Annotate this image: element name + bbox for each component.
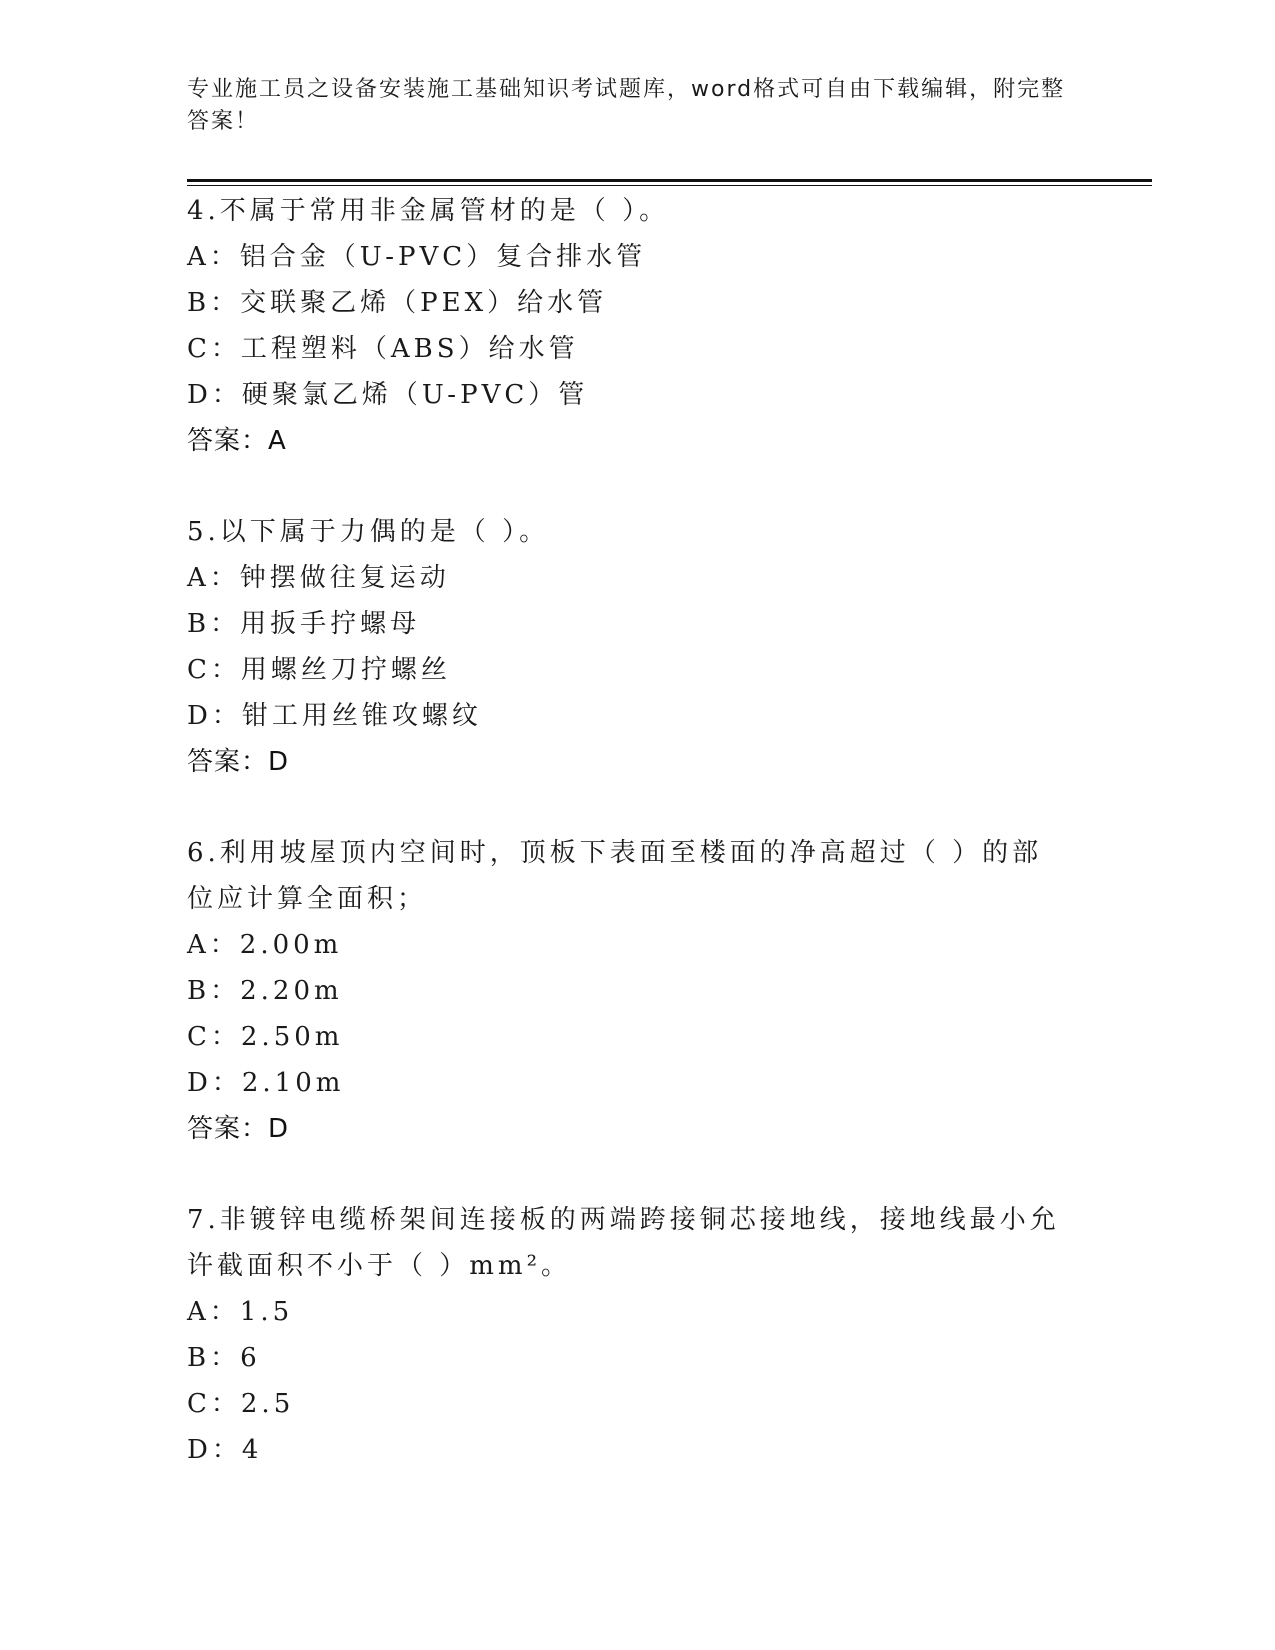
- option-b: B：交联聚乙烯（PEX）给水管: [187, 288, 608, 318]
- option-d: D：硬聚氯乙烯（U-PVC）管: [187, 380, 589, 410]
- header-divider-thin: [187, 185, 1152, 186]
- option-a: A：铝合金（U-PVC）复合排水管: [187, 242, 647, 272]
- header-divider-thick: [187, 179, 1152, 182]
- question-6: [187, 830, 1087, 1152]
- question-stem: 6.利用坡屋顶内空间时，顶板下表面至楼面的净高超过（ ）的部位应计算全面积；: [187, 838, 1043, 914]
- option-a: A：钟摆做往复运动: [187, 563, 450, 593]
- option-b: B：6: [187, 1343, 261, 1373]
- option-c: C：2.50m: [187, 1022, 344, 1052]
- option-d: D：4: [187, 1435, 263, 1465]
- option-d: D：钳工用丝锥攻螺纹: [187, 701, 482, 731]
- answer-line: 答案：A: [187, 426, 287, 456]
- question-stem: 5.以下属于力偶的是（ ）。: [187, 517, 550, 547]
- question-7: [187, 1197, 1087, 1473]
- question-5: [187, 509, 1087, 785]
- document-header: 专业施工员之设备安装施工基础知识考试题库，word格式可自由下载编辑，附完整答案！: [187, 77, 1066, 134]
- answer-line: 答案：D: [187, 747, 290, 777]
- option-c: C：工程塑料（ABS）给水管: [187, 334, 579, 364]
- option-a: A：2.00m: [187, 930, 343, 960]
- answer-line: 答案：D: [187, 1114, 290, 1144]
- question-4: [187, 188, 1087, 464]
- question-stem: 4.不属于常用非金属管材的是（ ）。: [187, 196, 670, 226]
- question-stem: 7.非镀锌电缆桥架间连接板的两端跨接铜芯接地线，接地线最小允许截面积不小于（ ）mm²。: [187, 1205, 1060, 1281]
- question-list: [187, 188, 1087, 1518]
- option-c: C：用螺丝刀拧螺丝: [187, 655, 451, 685]
- option-b: B：用扳手拧螺母: [187, 609, 421, 639]
- option-c: C：2.5: [187, 1389, 295, 1419]
- option-d: D：2.10m: [187, 1068, 345, 1098]
- option-a: A：1.5: [187, 1297, 294, 1327]
- option-b: B：2.20m: [187, 976, 343, 1006]
